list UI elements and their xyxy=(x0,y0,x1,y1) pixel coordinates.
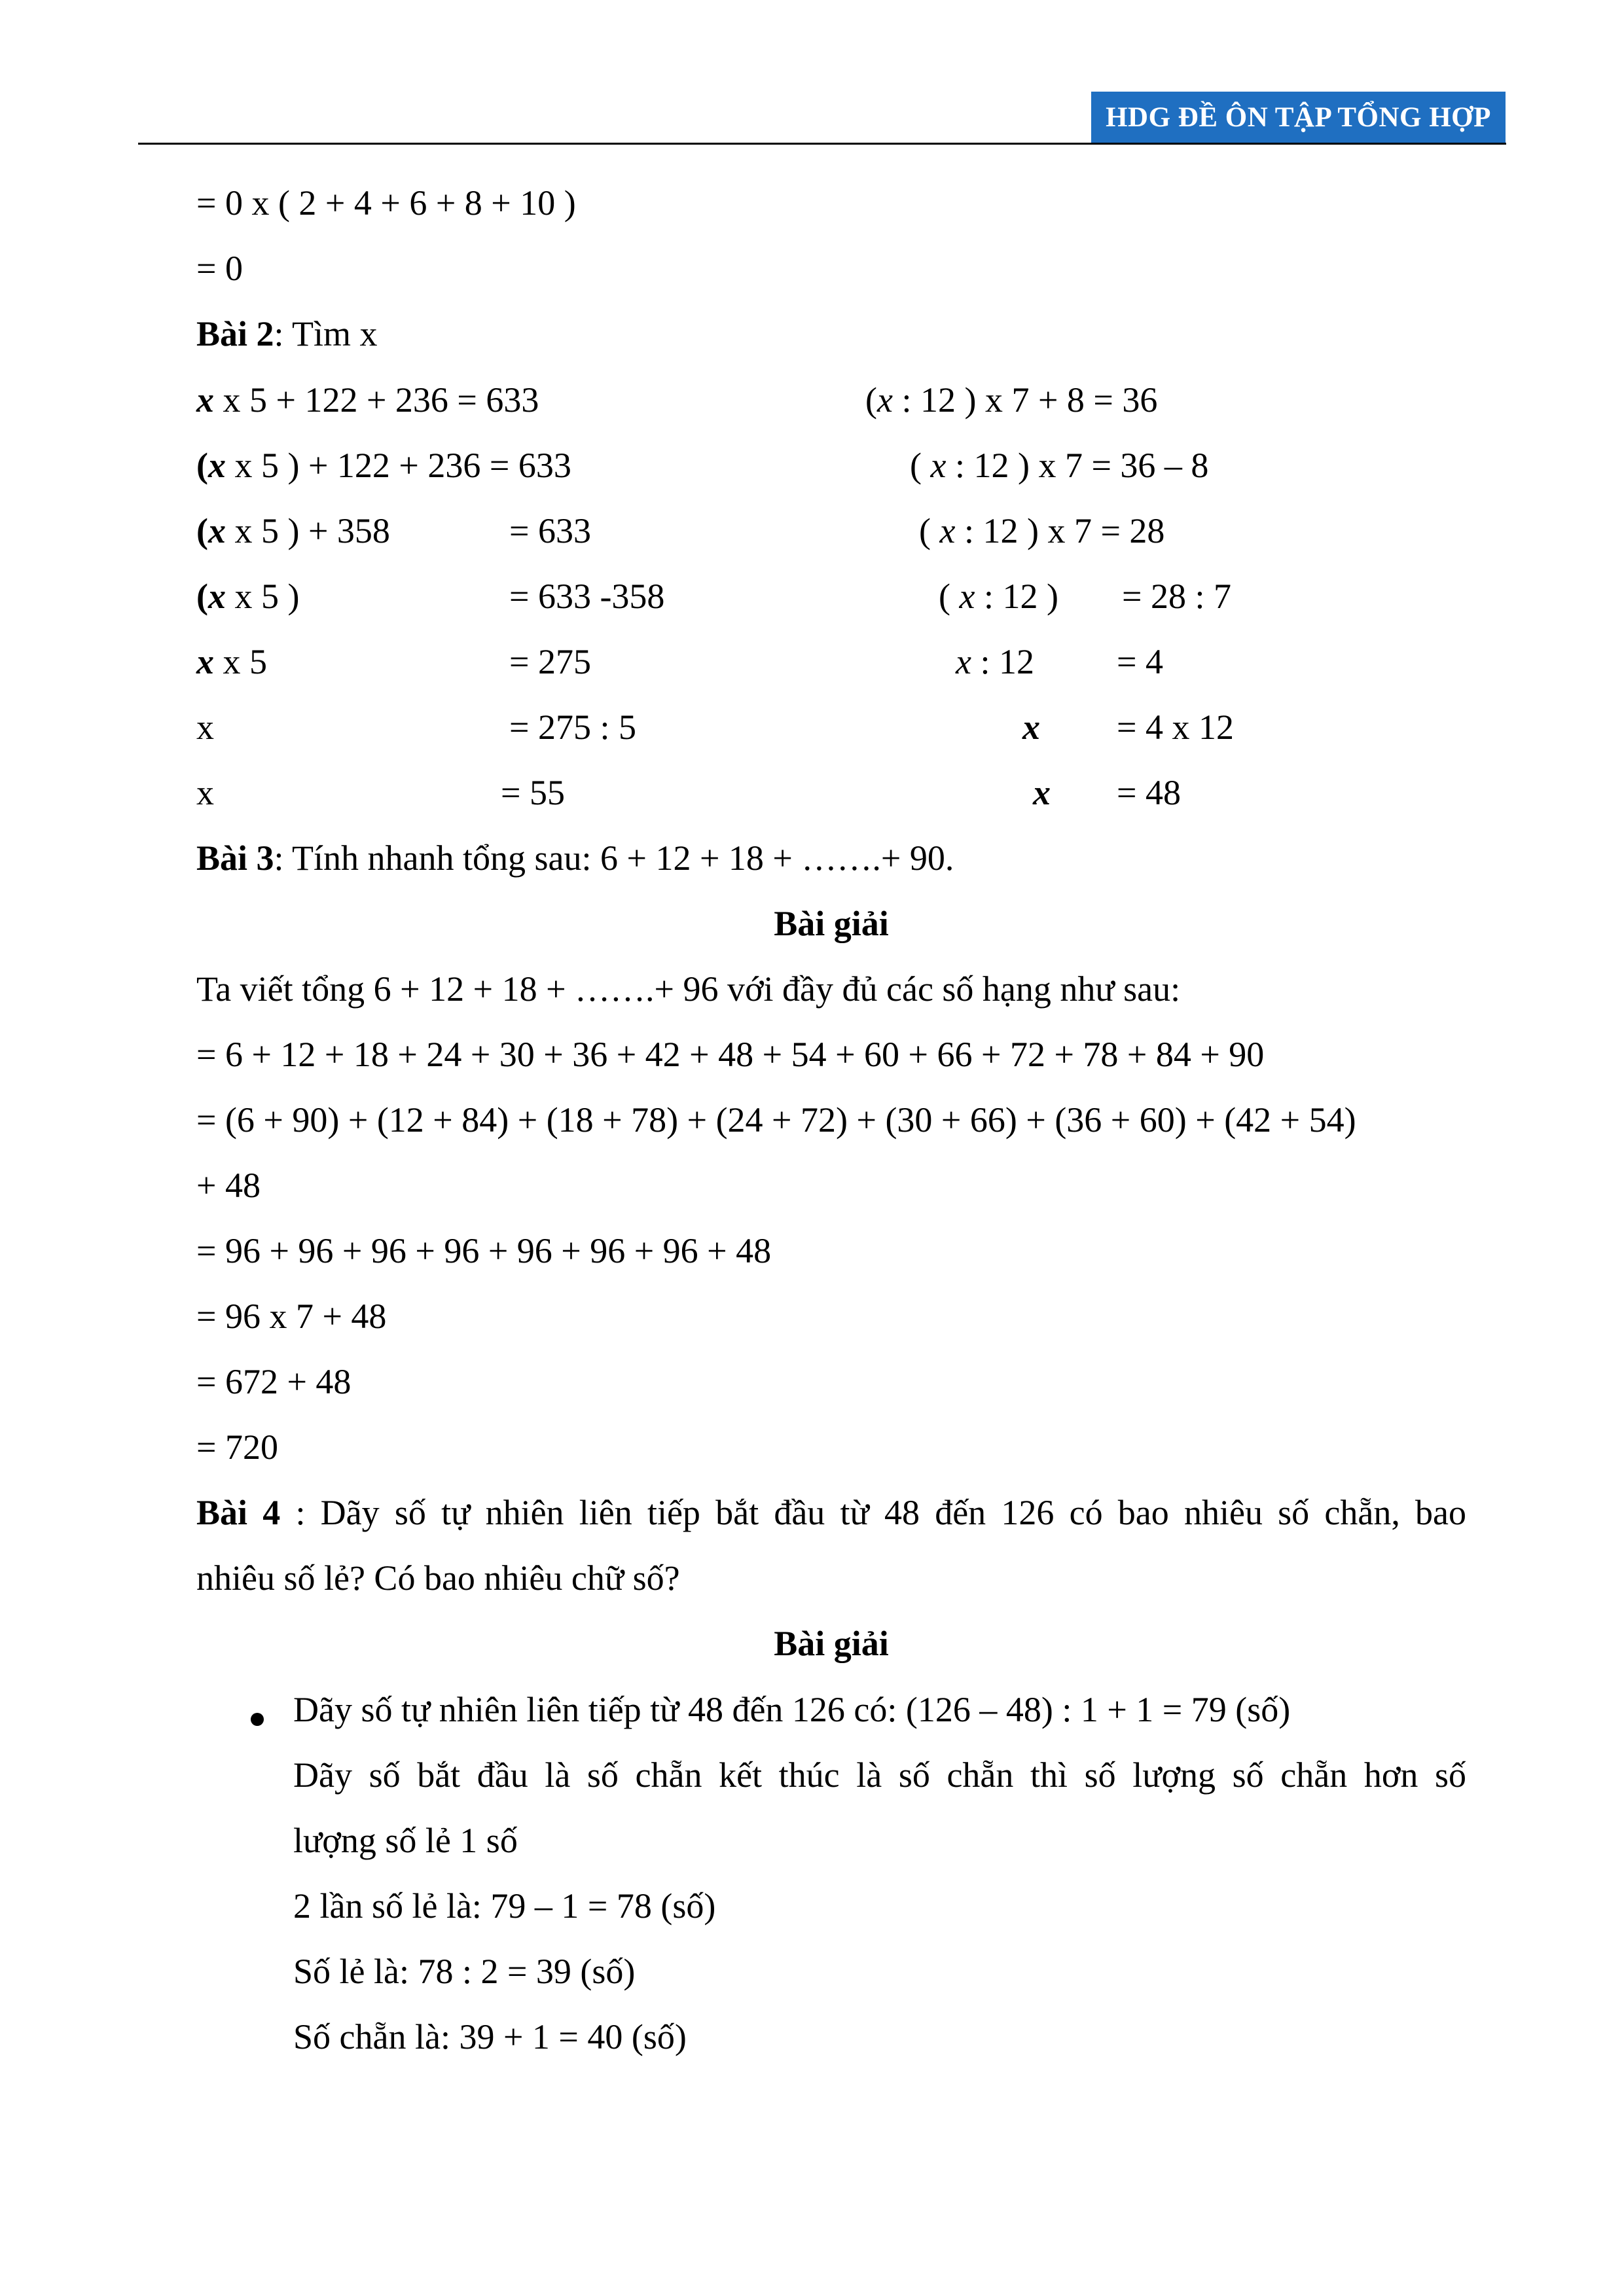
right-eq-line: (x : 12 ) x 7 + 8 = 36 xyxy=(865,380,1158,420)
exercise-text: : Tính nhanh tổng sau: 6 + 12 + 18 + …….+ 90. xyxy=(274,838,954,878)
header-badge xyxy=(1091,92,1506,143)
text-line: nhiêu số lẻ? Có bao nhiêu chữ số? xyxy=(196,1558,680,1598)
header-divider xyxy=(138,143,1506,145)
exercise-3-title xyxy=(196,837,954,879)
right-eq-line xyxy=(1022,706,1040,748)
list-item: Dãy số tự nhiên liên tiếp từ 48 đến 126 có: (126 – 48) : 1 + 1 = 79 (số) xyxy=(293,1690,1291,1729)
text-line: Số chẵn là: 39 + 1 = 40 (số) xyxy=(293,2017,687,2056)
left-eq-result: = 633 -358 xyxy=(509,577,665,616)
exercise-text: : Dãy số tự nhiên liên tiếp bắt đầu từ 48 đến 126 có bao nhiêu số chẵn, bao xyxy=(280,1493,1467,1532)
text-line: = 0 x ( 2 + 4 + 6 + 8 + 10 ) xyxy=(196,183,576,223)
exercise-label: Bài 2 xyxy=(196,314,274,353)
variable-x: x xyxy=(939,511,956,550)
exercise-text: : Tìm x xyxy=(274,314,378,353)
left-eq-line: (x x 5 ) + 122 + 236 = 633 xyxy=(196,446,571,485)
left-eq-line: x xyxy=(196,708,214,747)
variable-x: x xyxy=(208,577,226,616)
text-line: = 96 + 96 + 96 + 96 + 96 + 96 + 96 + 48 xyxy=(196,1231,772,1270)
text-line: Số lẻ là: 78 : 2 = 39 (số) xyxy=(293,1952,636,1991)
text-line: = 96 x 7 + 48 xyxy=(196,1297,387,1336)
solution-heading: Bài giải xyxy=(774,904,889,943)
left-eq-result: = 633 xyxy=(509,511,591,550)
right-eq-result: = 4 xyxy=(1117,642,1163,681)
variable-x: x xyxy=(956,642,971,681)
variable-x: x xyxy=(959,577,975,616)
variable-x: x xyxy=(208,446,226,485)
left-eq-result: = 55 xyxy=(501,773,565,812)
variable-x: x xyxy=(196,642,214,681)
text-line: Ta viết tổng 6 + 12 + 18 + …….+ 96 với đầy đủ các số hạng như sau: xyxy=(196,969,1181,1009)
text-line: = 672 + 48 xyxy=(196,1362,352,1401)
text-line: lượng số lẻ 1 số xyxy=(293,1821,518,1860)
text-line: = (6 + 90) + (12 + 84) + (18 + 78) + (24 + 72) + (30 + 66) + (36 + 60) + (42 + 54) xyxy=(196,1100,1356,1139)
text-line: Dãy số bắt đầu là số chẵn kết thúc là số chẵn thì số lượng số chẵn hơn số xyxy=(293,1755,1466,1795)
text-line: + 48 xyxy=(196,1166,261,1205)
text-line: = 6 + 12 + 18 + 24 + 30 + 36 + 42 + 48 + 54 + 60 + 66 + 72 + 78 + 84 + 90 xyxy=(196,1035,1265,1074)
left-eq-line: (x x 5 ) + 358 xyxy=(196,511,390,550)
solution-heading: Bài giải xyxy=(774,1624,889,1663)
text-line: 2 lần số lẻ là: 79 – 1 = 78 (số) xyxy=(293,1886,716,1926)
left-eq-result: = 275 : 5 xyxy=(509,708,636,747)
right-eq-result: = 48 xyxy=(1117,773,1181,812)
right-eq-line: ( x : 12 ) xyxy=(939,577,1058,616)
variable-x: x xyxy=(1022,708,1040,747)
left-eq-line: x x 5 xyxy=(196,642,267,681)
exercise-label: Bài 4 xyxy=(196,1493,281,1532)
text-line: = 720 xyxy=(196,1427,278,1467)
right-eq-line xyxy=(1033,772,1051,814)
variable-x: x xyxy=(196,380,214,420)
variable-x: x xyxy=(930,446,947,485)
right-eq-result: = 4 x 12 xyxy=(1117,708,1234,747)
header-badge-text: HDG ĐỀ ÔN TẬP TỔNG HỢP xyxy=(1106,102,1491,133)
bullet-icon xyxy=(251,1713,264,1726)
left-eq-line: x x 5 + 122 + 236 = 633 xyxy=(196,380,539,420)
left-eq-result: = 275 xyxy=(509,642,591,681)
right-eq-line: ( x : 12 ) x 7 = 36 – 8 xyxy=(910,446,1209,485)
right-eq-line: ( x : 12 ) x 7 = 28 xyxy=(919,511,1165,550)
variable-x: x xyxy=(876,380,893,420)
variable-x: x xyxy=(1033,773,1051,812)
exercise-4-title xyxy=(196,1492,1466,1534)
text-line: = 0 xyxy=(196,249,243,288)
right-eq-line: x : 12 xyxy=(956,642,1034,681)
left-eq-line: (x x 5 ) xyxy=(196,577,300,616)
right-eq-result: = 28 : 7 xyxy=(1122,577,1231,616)
variable-x: x xyxy=(208,511,226,550)
exercise-label: Bài 3 xyxy=(196,838,274,878)
exercise-2-title xyxy=(196,313,378,355)
left-eq-line: x xyxy=(196,773,214,812)
